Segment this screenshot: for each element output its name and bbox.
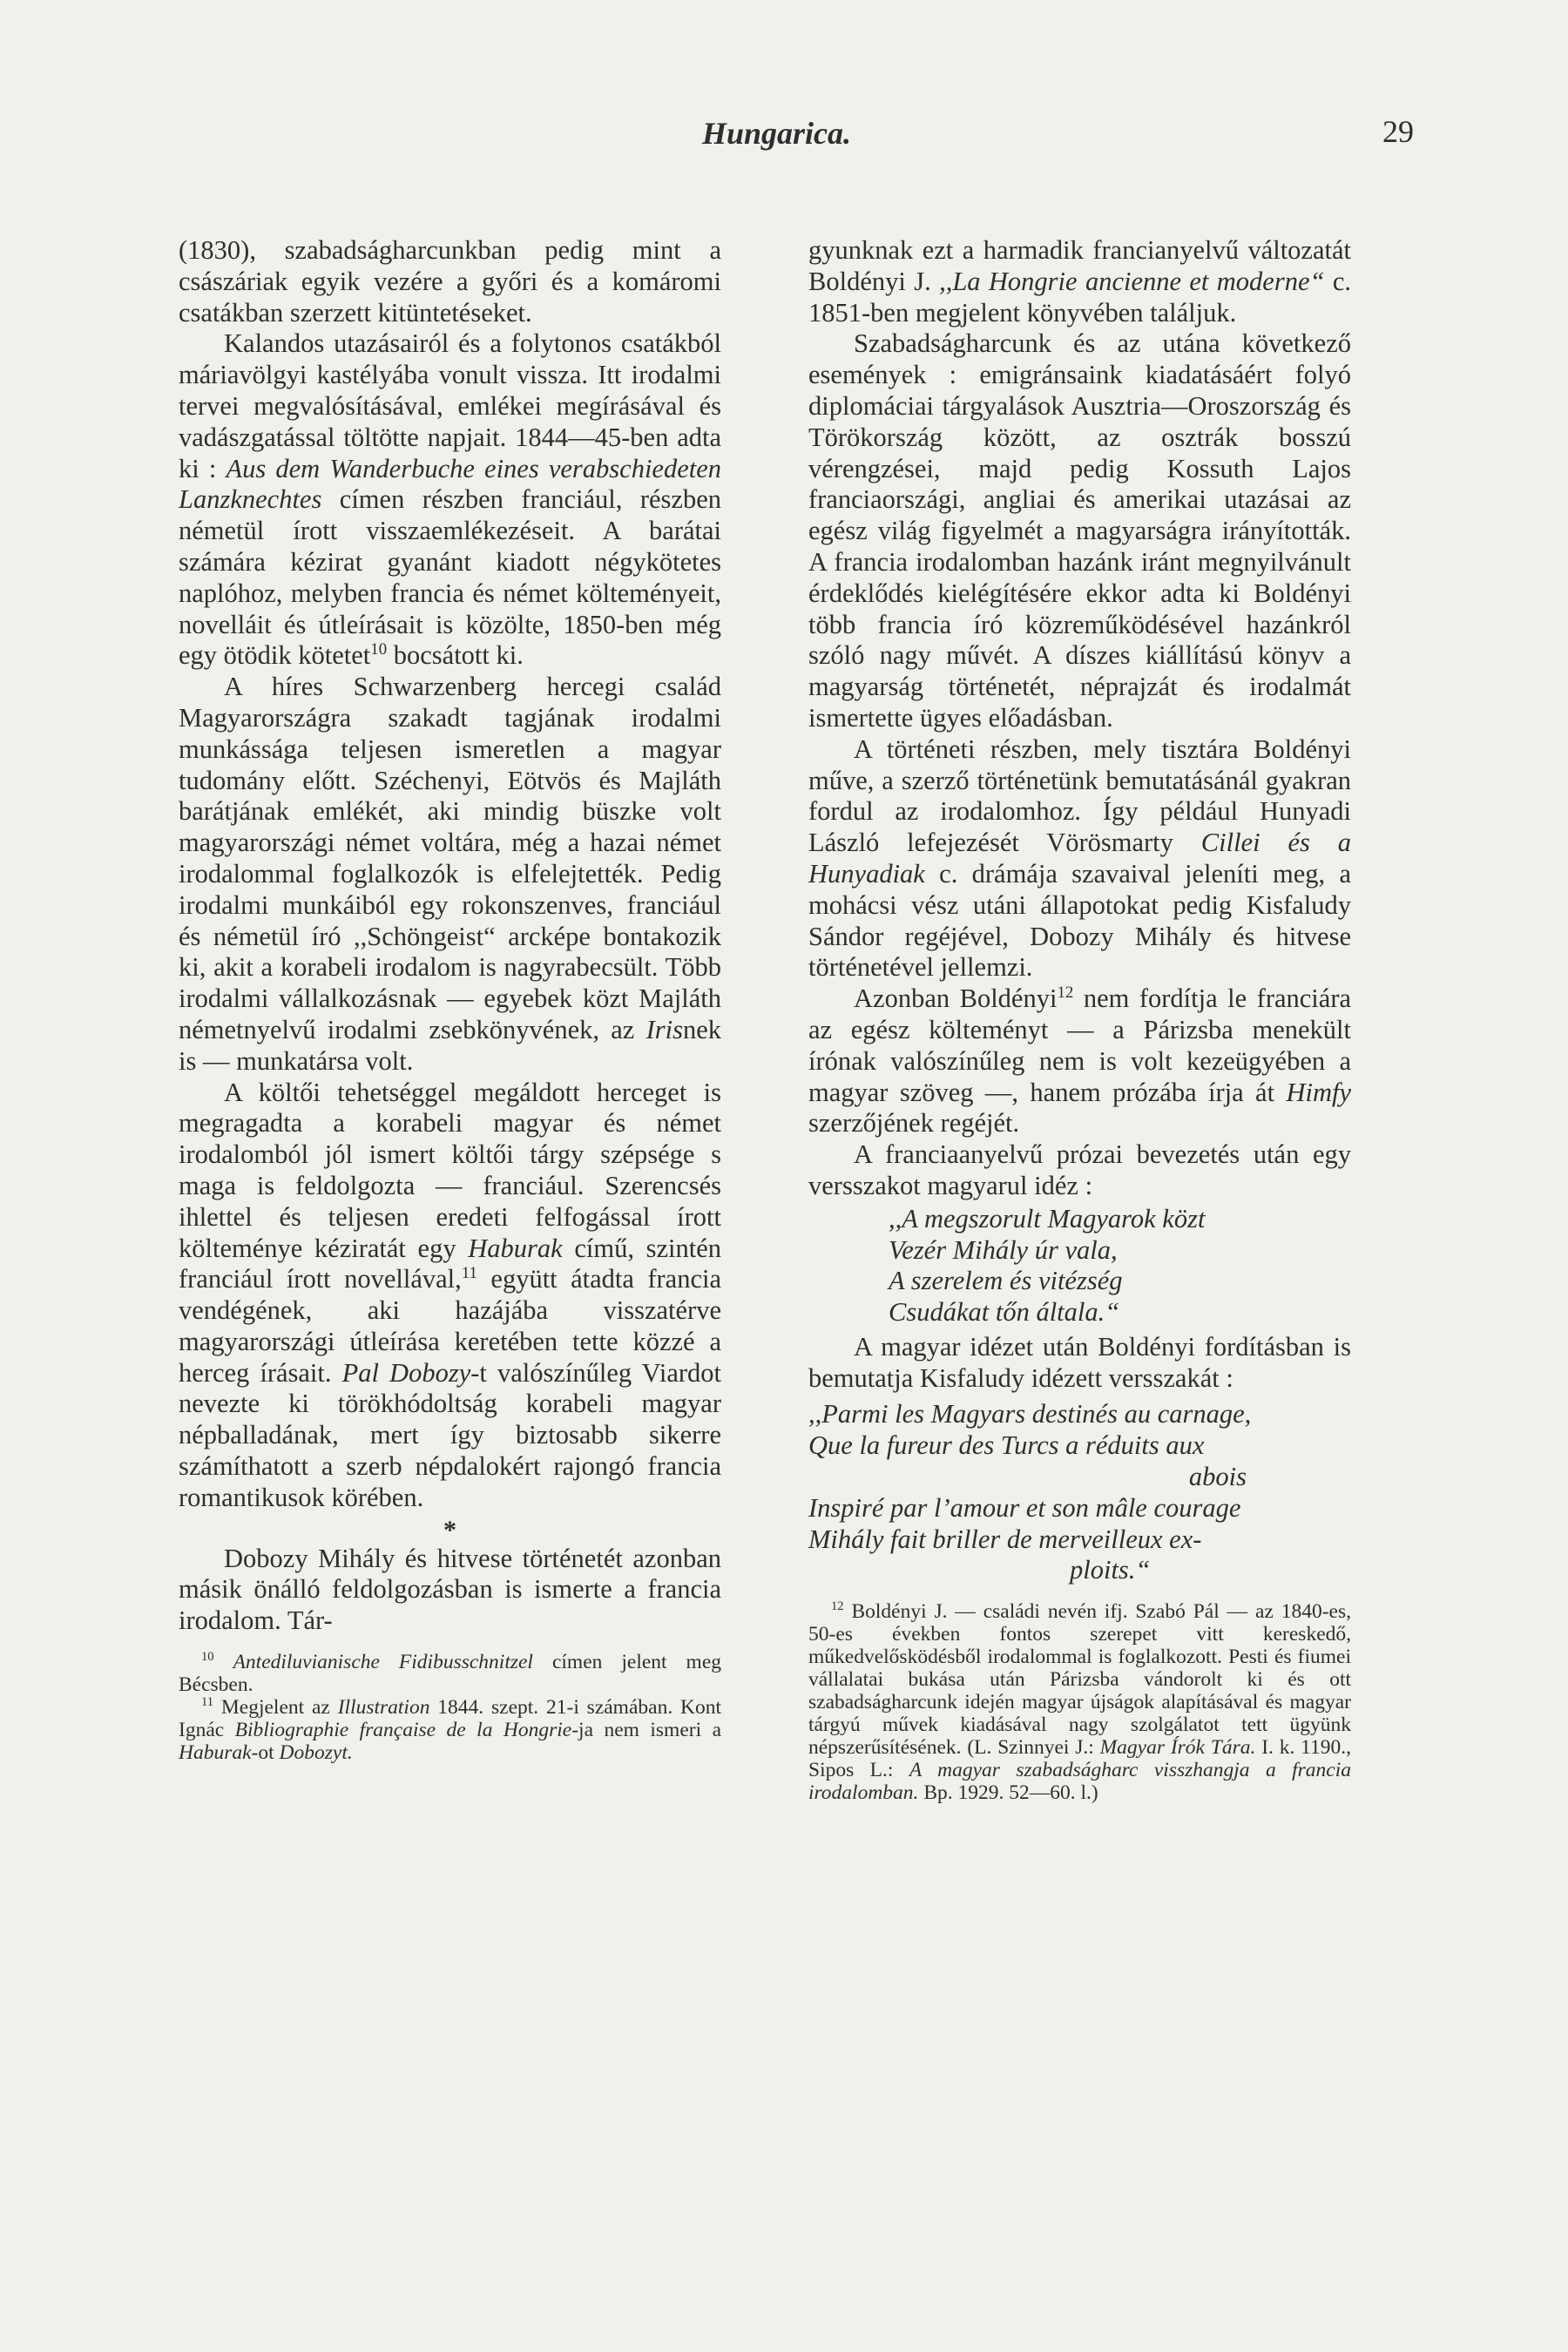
paragraph: gyunknak ezt a harmadik francianyelvű változatát Boldényi J. ,,La Hongrie ancienne et moderne“ c. 1851-ben megjelent könyvében találjuk. (808, 235, 1352, 328)
left-column (179, 235, 721, 1764)
footnote: $^{11}$ Megjelent az Illustration 1844. szept. 21-i számában. Kont Ignác Bibliographie française de la Hongrie-ja nem ismeri a Haburak-ot Dobozyt. (179, 1695, 722, 1765)
paragraph: Szabadságharcunk és az utána következő események : emigránsaink kiadatásáért folyó diplomáciai tárgyalások Ausztria—Oroszország és Törökország között, az osztrák bosszú vérengzései, majd pedig Kossuth Lajos franciaországi, angliai és amerikai utazásai az egész világ figyelmét a magyarságra irányították. A francia irodalomban hazánk iránt megnyilvánult érdeklődés kielégítésére ekkor adta ki Boldényi több francia író közreműködésével hazánkról szóló nagy művét. A díszes kiállítású könyv a magyarság történetét, néprajzát és irodalmát ismertette ügyes előadásban. (808, 328, 1351, 733)
section-separator: * (443, 1515, 456, 1544)
footnotes-right (808, 1600, 1351, 1804)
book-title: Iris (645, 1014, 683, 1044)
hungarian-quote: ,,A megszorult Magyarok közt Vezér Mihály úr vala, A szerelem és vitézség Csudákat tőn általa.“ (889, 1203, 1206, 1328)
french-quote: ,,Parmi les Magyars destinés au carnage, Que la fureur des Turcs a réduits aux abois Inspiré par l’amour et son mâle courage Mihály fait briller de merveilleux ex- ploits.“ (808, 1399, 1252, 1585)
paragraph: A történeti részben, mely tisztára Boldényi műve, a szerző történetünk bemutatásánál gyakran fordul az irodalomhoz. Így például Hunyadi László lefejezését Vörösmarty Cillei és a Hunyadiak c. drámája szavaival jeleníti meg, a mohácsi vész utáni állapotokat pedig Kisfaludy Sándor regéjével, Dobozy Mihály és hitvese történetével jellemzi. (808, 733, 1351, 983)
footnote: $^{10}$ Antediluvianische Fidibusschnitzel címen jelent meg Bécsben. (179, 1650, 722, 1697)
footnote-ref: 12 (1057, 983, 1074, 1002)
running-header-title: Hungarica. (702, 116, 852, 151)
book-title: Aus dem Wanderbuche eines verabschiedeten Lanzknechtes (179, 453, 722, 515)
book-title: ,,La Hongrie ancienne et moderne“ (939, 266, 1325, 296)
book-title: Haburak (468, 1233, 563, 1263)
paragraph: A magyar idézet után Boldényi fordításban is bemutatja Kisfaludy idézett versszakát : (808, 1331, 1351, 1393)
footnote-ref: 11 (461, 1264, 477, 1283)
paragraph: Dobozy Mihály és hitvese történetét azonban másik önálló feldolgozásban is ismerte a francia irodalom. Tár- (179, 1543, 721, 1636)
paragraph: Kalandos utazásairól és a folytonos csatákból máriavölgyi kastélyába vonult vissza. Itt irodalmi tervei megvalósításával, emlékei megírásával és vadászgatással töltötte napjait. 1844—45-ben adta ki : Aus dem Wanderbuche eines verabschiedeten Lanzknechtes címen részben franciául, részben németül írott visszaemlékezéseit. A barátai számára kézirat gyanánt kiadott négykötetes naplóhoz, melyben francia és német költeményeit, novelláit és útleírásait is közölte, 1850-ben még egy ötödik kötetet$^{10}$ bocsátott ki. (179, 328, 722, 671)
paragraph: A franciaanyelvű prózai bevezetés után egy versszakot magyarul idéz : (808, 1139, 1351, 1200)
footnotes-left (179, 1651, 721, 1764)
right-column (808, 235, 1351, 1804)
footnote-ref: 10 (370, 640, 388, 659)
paragraph: Azonban Boldényi$^{12}$ nem fordítja le franciára az egész költeményt — a Párizsba menekült írónak valószínűleg nem is volt kezeügyében a magyar szöveg —, hanem prózába írja át Himfy szerzőjének regéjét. (808, 983, 1352, 1139)
page-number: 29 (1382, 114, 1414, 149)
book-title: Cillei és a Hunyadiak (808, 828, 1351, 889)
book-title: Pal Dobozy (341, 1357, 471, 1388)
footnote: $^{12}$ Boldényi J. — családi nevén ifj. Szabó Pál — az 1840-es, 50-es években fontos szerepet vitt kereskedő, műkedvelősködésből irodalommal is foglalkozott. Pesti és fiumei vállalatai bukása után Párizsba vándorolt ki és ott szabadságharcunk idején magyar újságok alapításával és magyar tárgyú művek kiadásával nagy szolgálatot tett ügyünk népszerűsítésének. (L. Szinnyei J.: Magyar Írók Tára. I. k. 1190., Sipos L.: A magyar szabadságharc visszhangja a francia irodalomban. Bp. 1929. 52—60. l.) (808, 1599, 1352, 1805)
paragraph: (1830), szabadságharcunkban pedig mint a császáriak egyik vezére a győri és a komáromi csatákban szerzett kitüntetéseket. (179, 235, 721, 328)
paragraph: A költői tehetséggel megáldott herceget is megragadta a korabeli magyar és német irodalomból jól ismert költői tárgy szépsége s maga is feldolgozta — franciául. Szerencsés ihlettel és teljesen eredeti felfogással írott költeménye kéziratát egy Haburak című, szintén franciául írott novellával,$^{11}$ együtt átadta francia vendégének, aki hazájába visszatérve magyarországi útleírása keretében tette közzé a herceg írásait. Pal Dobozy-t valószínűleg Viardot nevezte ki törökhódoltság korabeli magyar népballadának, mert így biztosabb sikerre számíthatott a szerb népdalokért rajongó francia romantikusok körében. (179, 1077, 722, 1512)
paragraph: A híres Schwarzenberg hercegi család Magyarországra szakadt tagjának irodalmi munkássága teljesen ismeretlen a magyar tudomány előtt. Széchenyi, Eötvös és Majláth barátjának emlékét, aki mindig büszke volt magyarországi német voltára, még a hazai német irodalommal foglalkozók is elfelejtették. Pedig irodalmi munkáiból egy rokonszenves, franciául és németül író ,,Schöngeist“ arcképe bontakozik ki, akit a korabeli irodalom is nagyrabecsült. Több irodalmi vállalkozásnak — egyebek közt Majláth németnyelvű irodalmi zsebkönyvének, az Irisnek is — munkatársa volt. (179, 672, 722, 1076)
book-title: Himfy (1286, 1077, 1351, 1107)
